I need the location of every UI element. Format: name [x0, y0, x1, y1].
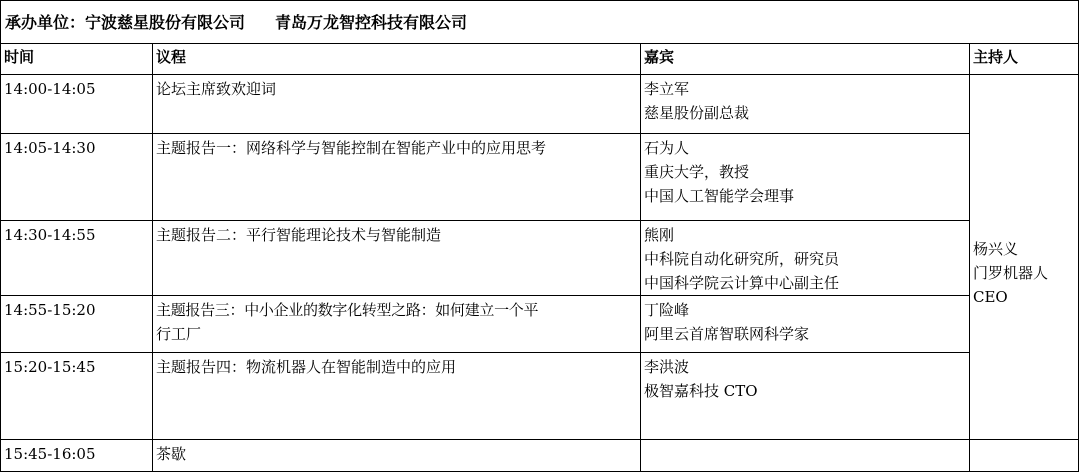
guest-title: 重庆大学，教授: [644, 163, 750, 181]
organizer-row: [0, 0, 1079, 44]
guest-title: 中国人工智能学会理事: [644, 187, 795, 205]
organizer-1: 宁波慈星股份有限公司: [85, 13, 246, 32]
guest-title: 阿里云首席智联网科学家: [644, 325, 810, 343]
guest-title: 中国科学院云计算中心副主任: [644, 274, 840, 292]
guest-title: 慈星股份副总裁: [644, 104, 750, 122]
guest-name: 石为人: [644, 139, 690, 157]
row-2-guest: [640, 133, 970, 221]
host-cell: [969, 74, 1079, 440]
guest-name: 李立军: [644, 80, 690, 98]
row-3-guest: [640, 220, 970, 296]
host-cell-bottom: [969, 439, 1079, 472]
agenda-line: 行工厂: [156, 325, 202, 343]
header-host: 主持人: [969, 43, 1079, 75]
row-3-agenda: [152, 220, 641, 296]
header-agenda: 议程: [152, 43, 641, 75]
row-1-agenda: [152, 74, 641, 134]
row-4-agenda: [152, 295, 641, 353]
organizer-2: 青岛万龙智控科技有限公司: [275, 13, 468, 32]
row-4-guest: [640, 295, 970, 353]
row-1-guest: [640, 74, 970, 134]
row-6-guest: [640, 439, 970, 472]
row-2-time: 14:05-14:30: [0, 133, 153, 221]
row-6-time: 15:45-16:05: [0, 439, 153, 472]
agenda-line: 主题报告二：平行智能理论技术与智能制造: [156, 226, 442, 244]
organizer-label: 承办单位：: [5, 13, 86, 32]
agenda-line: 主题报告一：网络科学与智能控制在智能产业中的应用思考: [156, 139, 547, 157]
guest-name: 丁险峰: [644, 301, 690, 319]
host-title: CEO: [973, 288, 1008, 306]
row-5-time: 15:20-15:45: [0, 352, 153, 440]
row-4-time: 14:55-15:20: [0, 295, 153, 353]
agenda-line: 主题报告三：中小企业的数字化转型之路：如何建立一个平: [156, 301, 539, 319]
row-2-agenda: [152, 133, 641, 221]
row-3-time: 14:30-14:55: [0, 220, 153, 296]
agenda-line: 论坛主席致欢迎词: [156, 80, 277, 98]
host-name: 杨兴义: [973, 240, 1019, 258]
agenda-line: 主题报告四：物流机器人在智能制造中的应用: [156, 358, 457, 376]
row-5-agenda: [152, 352, 641, 440]
row-5-guest: [640, 352, 970, 440]
header-guest: 嘉宾: [640, 43, 970, 75]
guest-name: 熊刚: [644, 226, 675, 244]
host-company: 门罗机器人: [973, 264, 1049, 282]
agenda-line: 茶歇: [156, 445, 187, 463]
row-1-time: 14:00-14:05: [0, 74, 153, 134]
row-6-agenda: [152, 439, 641, 472]
header-time: 时间: [0, 43, 153, 75]
guest-title: 极智嘉科技 CTO: [644, 382, 758, 400]
guest-name: 李洪波: [644, 358, 690, 376]
guest-title: 中科院自动化研究所，研究员: [644, 250, 840, 268]
